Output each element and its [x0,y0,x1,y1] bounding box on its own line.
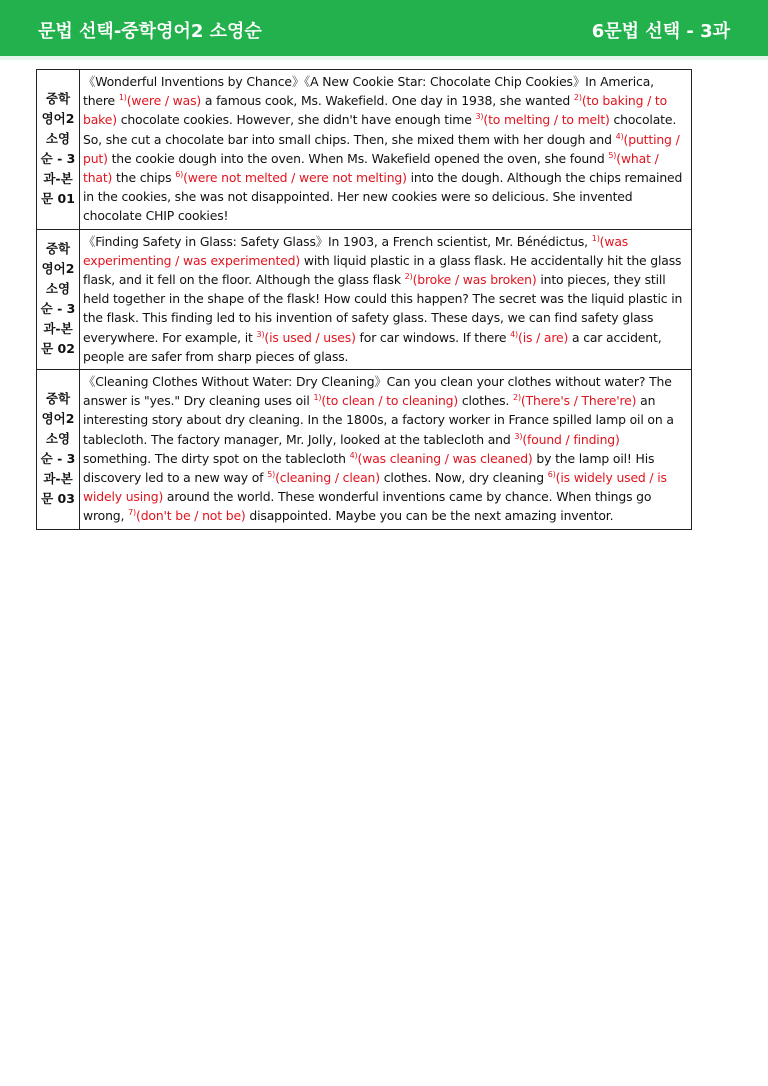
passage-label-line: 과-본 [43,171,73,187]
blank-number: 3) [256,329,265,339]
blank-number: 1) [118,93,127,103]
passage-label-line: 영어2 [41,261,75,277]
answer-choice: (putting / put) [83,131,680,166]
passage-label-line: 영어2 [41,111,75,127]
answer-choice: (don't be / not be) [136,508,246,524]
passage-sentence: a famous cook, Ms. Wakefield. One day in 1938, she wanted [201,93,574,109]
passage-label-line: 소영 [45,131,71,147]
blank-number: 4) [349,450,358,460]
passage-label-line: 순 - 3 [40,451,76,467]
answer-choice: (were / was) [126,93,202,109]
answer-choice: (is widely used / is widely using) [83,470,667,505]
passage-sentence: disappointed. Maybe you can be the next amazing inventor. [245,508,614,524]
passage-sentence: clothes. [458,393,513,409]
passage-sentence: something. The dirty spot on the tablecloth [83,450,350,466]
question-table-body [37,70,692,530]
blank-number: 2) [404,271,413,281]
passage-label-line: 중학 [45,391,71,407]
passage-sentence: 《Cleaning Clothes Without Water: Dry Cleaning》Can you clean your clothes without water? The answer is "yes." Dry cleaning uses oil [83,374,672,409]
passage-row [37,70,692,230]
passage-label-line: 소영 [45,431,71,447]
answer-choice: (is used / uses) [264,329,356,345]
passage-label-line: 문 01 [41,191,75,207]
passage-label-line: 소영 [45,281,71,297]
blank-number: 2) [573,93,582,103]
answer-choice: (was experimenting / was experimented) [83,233,629,268]
blank-number: 4) [615,131,624,141]
passage-label-line: 중학 [45,91,71,107]
answer-choice: (to clean / to cleaning) [321,393,459,409]
passage-label-line: 문 03 [41,491,75,507]
blank-number: 2) [513,393,521,403]
blank-number: 4) [510,329,519,339]
passage-sentence: clothes. Now, dry cleaning [379,470,548,486]
passage-label [37,70,80,230]
passage-sentence: 《Wonderful Inventions by Chance》《A New Cookie Star: Chocolate Chip Cookies》In America, there [83,74,654,109]
passage-label-line: 과-본 [43,471,73,487]
answer-choice: (was cleaning / was cleaned) [357,450,533,466]
passage-sentence: with liquid plastic in a glass flask. He accidentally hit the glass flask, and it fell on the floor. Although the glass flask [83,252,682,288]
blank-number: 5) [608,150,617,160]
blank-number: 1) [313,393,322,403]
passage-label-line: 과-본 [43,321,73,337]
answer-choice: (to baking / to bake) [83,93,668,128]
blank-number: 6) [175,169,184,179]
answer-choice: (broke / was broken) [412,272,537,288]
answer-choice: (were not melted / were not melting) [183,170,407,186]
passage-row [37,370,692,530]
answer-choice: (cleaning / clean) [275,470,380,486]
passage-sentence: by the lamp oil! His discovery led to a new way of [83,450,655,486]
answer-choice: (to melting / to melt) [483,112,610,128]
passage-sentence: the chips [112,170,176,186]
passage-sentence: into the dough. Although the chips remained in the cookies, she was not disappointed. Her new cookies were so delicious. She invented chocolate CHIP cookies! [83,170,683,224]
answer-choice: (what / that) [83,150,659,186]
passage-label-line: 문 02 [41,341,75,357]
passage-row [37,229,692,369]
blank-number: 7) [128,508,137,518]
passage-label [37,229,80,369]
passage-sentence: for car windows. If there [355,329,511,345]
passage-text [80,229,692,369]
passage-label [37,370,80,530]
passage-label-line: 순 - 3 [40,151,76,167]
answer-choice: (is / are) [518,329,569,345]
answer-choice: (There's / There're) [520,393,637,409]
passage-sentence: around the world. These wonderful inventions came by chance. When things go wrong, [83,489,652,524]
passage-sentence: chocolate cookies. However, she didn't have enough time [116,112,476,128]
passage-text [80,70,692,230]
passage-text [80,370,692,530]
question-table [36,69,692,530]
passage-sentence: 《Finding Safety in Glass: Safety Glass》In 1903, a French scientist, Mr. Bénédictus, [83,233,592,249]
passage-sentence: into pieces, they still held together in the shape of the flask! How could this happen? The secret was the liquid plastic in the flask. This finding led to his invention of safety glass. These days, we can find safety glass everywhere. For example, it [83,272,683,345]
passage-sentence: the cookie dough into the oven. When Ms. Wakefield opened the oven, she found [107,150,609,166]
section-title: 6문법 선택 - 3과 [591,21,730,42]
passage-sentence: an interesting story about dry cleaning. In the 1800s, a factory worker in France spilled lamp oil on a tablecloth. The factory manager, Mr. Jolly, looked at the tablecloth and [83,393,674,447]
worksheet-title: 문법 선택-중학영어2 소영순 [38,21,262,42]
blank-number: 5) [267,469,276,479]
passage-sentence: chocolate. So, she cut a chocolate bar into small chips. Then, she mixed them with her dough and [83,112,677,147]
blank-number: 3) [514,431,523,441]
blank-number: 1) [591,233,600,243]
header-divider [0,56,768,60]
page-header [0,0,768,56]
blank-number: 6) [547,469,556,479]
blank-number: 3) [475,112,484,122]
passage-sentence: a car accident, people are safer from sharp pieces of glass. [83,329,662,364]
answer-choice: (found / finding) [522,431,620,447]
passage-label-line: 중학 [45,241,71,257]
passage-label-line: 영어2 [41,411,75,427]
passage-label-line: 순 - 3 [40,301,76,317]
